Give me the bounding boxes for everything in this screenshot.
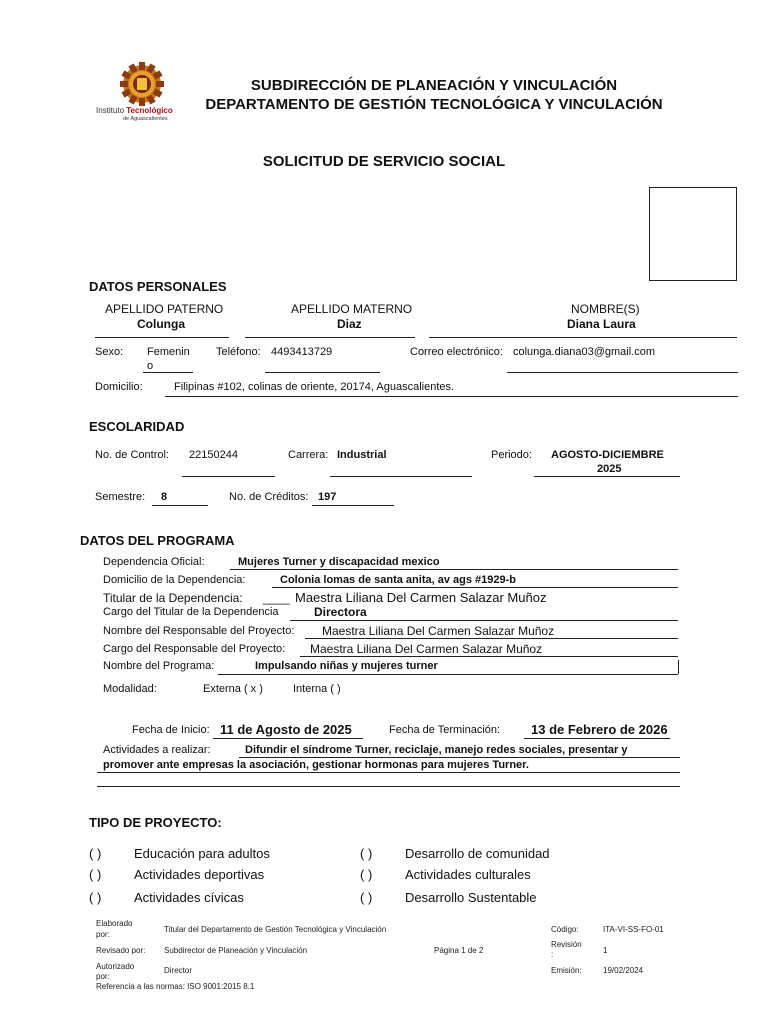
termino-line bbox=[524, 738, 670, 739]
semestre-label: Semestre: bbox=[95, 491, 146, 503]
programa-value: Impulsando niñas y mujeres turner bbox=[255, 660, 438, 672]
control-line bbox=[182, 476, 275, 477]
section-programa: DATOS DEL PROGRAMA bbox=[80, 533, 235, 548]
nombre-line bbox=[429, 337, 737, 338]
carrera-value: Industrial bbox=[337, 449, 387, 461]
cargo-titular-label: Cargo del Titular de la Dependencia bbox=[103, 606, 279, 618]
carrera-label: Carrera: bbox=[288, 449, 329, 461]
actividades-line-1 bbox=[239, 757, 680, 758]
tipo-check-right-1[interactable]: ( ) bbox=[360, 846, 373, 861]
cargo-titular-line bbox=[290, 620, 678, 621]
nombre-value: Diana Laura bbox=[567, 317, 636, 331]
telefono-label: Teléfono: bbox=[216, 346, 261, 358]
inicio-line bbox=[213, 738, 363, 739]
institution-logo bbox=[96, 62, 188, 126]
footer-revision-label-2: : bbox=[551, 950, 554, 959]
domicilio-dep-label: Domicilio de la Dependencia: bbox=[103, 574, 246, 586]
dependencia-line bbox=[230, 569, 678, 570]
footer-revisado-label: Revisado por: bbox=[96, 946, 146, 955]
photo-box bbox=[649, 187, 737, 281]
footer-codigo: ITA-VI-SS-FO-01 bbox=[603, 925, 664, 934]
section-tipo: TIPO DE PROYECTO: bbox=[89, 815, 222, 830]
apellido-paterno-value: Colunga bbox=[137, 317, 185, 331]
programa-label: Nombre del Programa: bbox=[103, 660, 215, 672]
periodo-line bbox=[534, 476, 680, 477]
footer-revisado: Subdirector de Planeación y Vinculación bbox=[164, 946, 308, 955]
apellido-materno-value: Diaz bbox=[337, 317, 362, 331]
correo-line bbox=[507, 372, 738, 373]
tipo-check-left-2[interactable]: ( ) bbox=[89, 867, 102, 882]
footer-elaborado-label-2: por: bbox=[96, 930, 110, 939]
tipo-check-left-3[interactable]: ( ) bbox=[89, 890, 102, 905]
control-value: 22150244 bbox=[189, 449, 238, 461]
footer-referencia: Referencia a las normas: ISO 9001:2015 8.1 bbox=[96, 982, 255, 991]
creditos-line bbox=[312, 505, 394, 506]
domicilio-dep-value: Colonia lomas de santa anita, av ags #1929-b bbox=[280, 574, 516, 586]
domicilio-line bbox=[165, 396, 738, 397]
institution-name: Instituto Tecnológico bbox=[96, 106, 173, 115]
periodo-value-2: 2025 bbox=[597, 463, 622, 475]
tipo-right-2: Actividades culturales bbox=[405, 867, 531, 882]
dependencia-value: Mujeres Turner y discapacidad mexico bbox=[238, 556, 440, 568]
cargo-resp-line bbox=[300, 656, 678, 657]
footer-codigo-label: Código: bbox=[551, 925, 579, 934]
footer-autorizado-label-1: Autorizado bbox=[96, 962, 135, 971]
semestre-line bbox=[152, 505, 208, 506]
carrera-line bbox=[330, 476, 472, 477]
responsable-line bbox=[305, 638, 678, 639]
footer-pagina: Página 1 de 2 bbox=[434, 946, 484, 955]
apellido-materno-line bbox=[245, 337, 415, 338]
sexo-value-2: o bbox=[147, 360, 154, 372]
modalidad-label: Modalidad: bbox=[103, 683, 157, 695]
doc-title: SOLICITUD DE SERVICIO SOCIAL bbox=[262, 153, 506, 170]
sexo-label: Sexo: bbox=[95, 346, 124, 358]
sexo-line bbox=[143, 372, 193, 373]
tipo-check-right-2[interactable]: ( ) bbox=[360, 867, 373, 882]
cargo-titular-value: Directora bbox=[314, 605, 367, 619]
modalidad-interna: Interna ( ) bbox=[293, 683, 341, 695]
apellido-paterno-label: APELLIDO PATERNO bbox=[105, 302, 224, 316]
actividades-value-2: promover ante empresas la asociación, gestionar hormonas para mujeres Turner. bbox=[103, 759, 529, 771]
header-title-1: SUBDIRECCIÓN DE PLANEACIÓN Y VINCULACIÓN bbox=[250, 77, 618, 94]
programa-line-end bbox=[678, 660, 679, 674]
programa-line bbox=[218, 674, 678, 675]
footer-elaborado: Titular del Departamento de Gestión Tecnológica y Vinculación bbox=[164, 925, 387, 934]
inicio-value: 11 de Agosto de 2025 bbox=[220, 722, 352, 737]
actividades-value-1: Difundir el síndrome Turner, reciclaje, manejo redes sociales, presentar y bbox=[245, 744, 628, 756]
footer-autorizado-label-2: por: bbox=[96, 972, 110, 981]
modalidad-externa: Externa ( x ) bbox=[203, 683, 263, 695]
sexo-value-1: Femenin bbox=[147, 346, 190, 358]
creditos-value: 197 bbox=[318, 491, 337, 503]
header-title-2: DEPARTAMENTO DE GESTIÓN TECNOLÓGICA Y VINCULACIÓN bbox=[205, 96, 663, 113]
creditos-label: No. de Créditos: bbox=[229, 491, 309, 503]
nombre-label: NOMBRE(S) bbox=[571, 302, 640, 316]
titular-label: Titular de la Dependencia: bbox=[103, 591, 243, 605]
domicilio-label: Domicilio: bbox=[95, 381, 143, 393]
actividades-line-2 bbox=[97, 772, 680, 773]
periodo-value-1: AGOSTO-DICIEMBRE bbox=[551, 449, 664, 461]
footer-revision-label-1: Revisión bbox=[551, 940, 582, 949]
section-escolaridad: ESCOLARIDAD bbox=[89, 419, 185, 434]
tipo-left-2: Actividades deportivas bbox=[134, 867, 265, 882]
termino-value: 13 de Febrero de 2026 bbox=[531, 722, 668, 737]
dependencia-label: Dependencia Oficial: bbox=[103, 556, 205, 568]
footer-emision-label: Emisión: bbox=[551, 966, 582, 975]
apellido-materno-label: APELLIDO MATERNO bbox=[291, 302, 413, 316]
titular-prefix: ____ bbox=[263, 591, 290, 605]
control-label: No. de Control: bbox=[95, 449, 169, 461]
domicilio-dep-line bbox=[272, 587, 678, 588]
actividades-line-3 bbox=[97, 786, 680, 787]
correo-value: colunga.diana03@gmail.com bbox=[513, 346, 656, 358]
tipo-left-1: Educación para adultos bbox=[134, 846, 270, 861]
tipo-check-right-3[interactable]: ( ) bbox=[360, 890, 373, 905]
footer-revision: 1 bbox=[603, 946, 608, 955]
tipo-right-1: Desarrollo de comunidad bbox=[405, 846, 550, 861]
cargo-resp-value: Maestra Liliana Del Carmen Salazar Muñoz bbox=[310, 642, 543, 656]
titular-value: Maestra Liliana Del Carmen Salazar Muñoz bbox=[295, 590, 547, 605]
section-personal: DATOS PERSONALES bbox=[89, 279, 227, 294]
responsable-value: Maestra Liliana Del Carmen Salazar Muñoz bbox=[322, 624, 555, 638]
tipo-right-3: Desarrollo Sustentable bbox=[405, 890, 537, 905]
institution-subname: de Aguascalientes bbox=[123, 116, 168, 122]
periodo-label: Periodo: bbox=[491, 449, 532, 461]
tipo-check-left-1[interactable]: ( ) bbox=[89, 846, 102, 861]
semestre-value: 8 bbox=[161, 491, 168, 503]
domicilio-value: Filipinas #102, colinas de oriente, 20174, Aguascalientes. bbox=[174, 381, 455, 393]
telefono-line bbox=[265, 372, 380, 373]
apellido-paterno-line bbox=[95, 337, 229, 338]
cargo-resp-label: Cargo del Responsable del Proyecto: bbox=[103, 643, 286, 655]
actividades-label: Actividades a realizar: bbox=[103, 744, 211, 756]
telefono-value: 4493413729 bbox=[271, 346, 333, 358]
responsable-label: Nombre del Responsable del Proyecto: bbox=[103, 625, 295, 637]
termino-label: Fecha de Terminación: bbox=[389, 724, 501, 736]
inicio-label: Fecha de Inicio: bbox=[132, 724, 210, 736]
footer-elaborado-label-1: Elaborado bbox=[96, 919, 133, 928]
tipo-left-3: Actividades cívicas bbox=[134, 890, 244, 905]
correo-label: Correo electrónico: bbox=[410, 346, 503, 358]
footer-emision: 19/02/2024 bbox=[603, 966, 644, 975]
footer-autorizado: Director bbox=[164, 966, 193, 975]
